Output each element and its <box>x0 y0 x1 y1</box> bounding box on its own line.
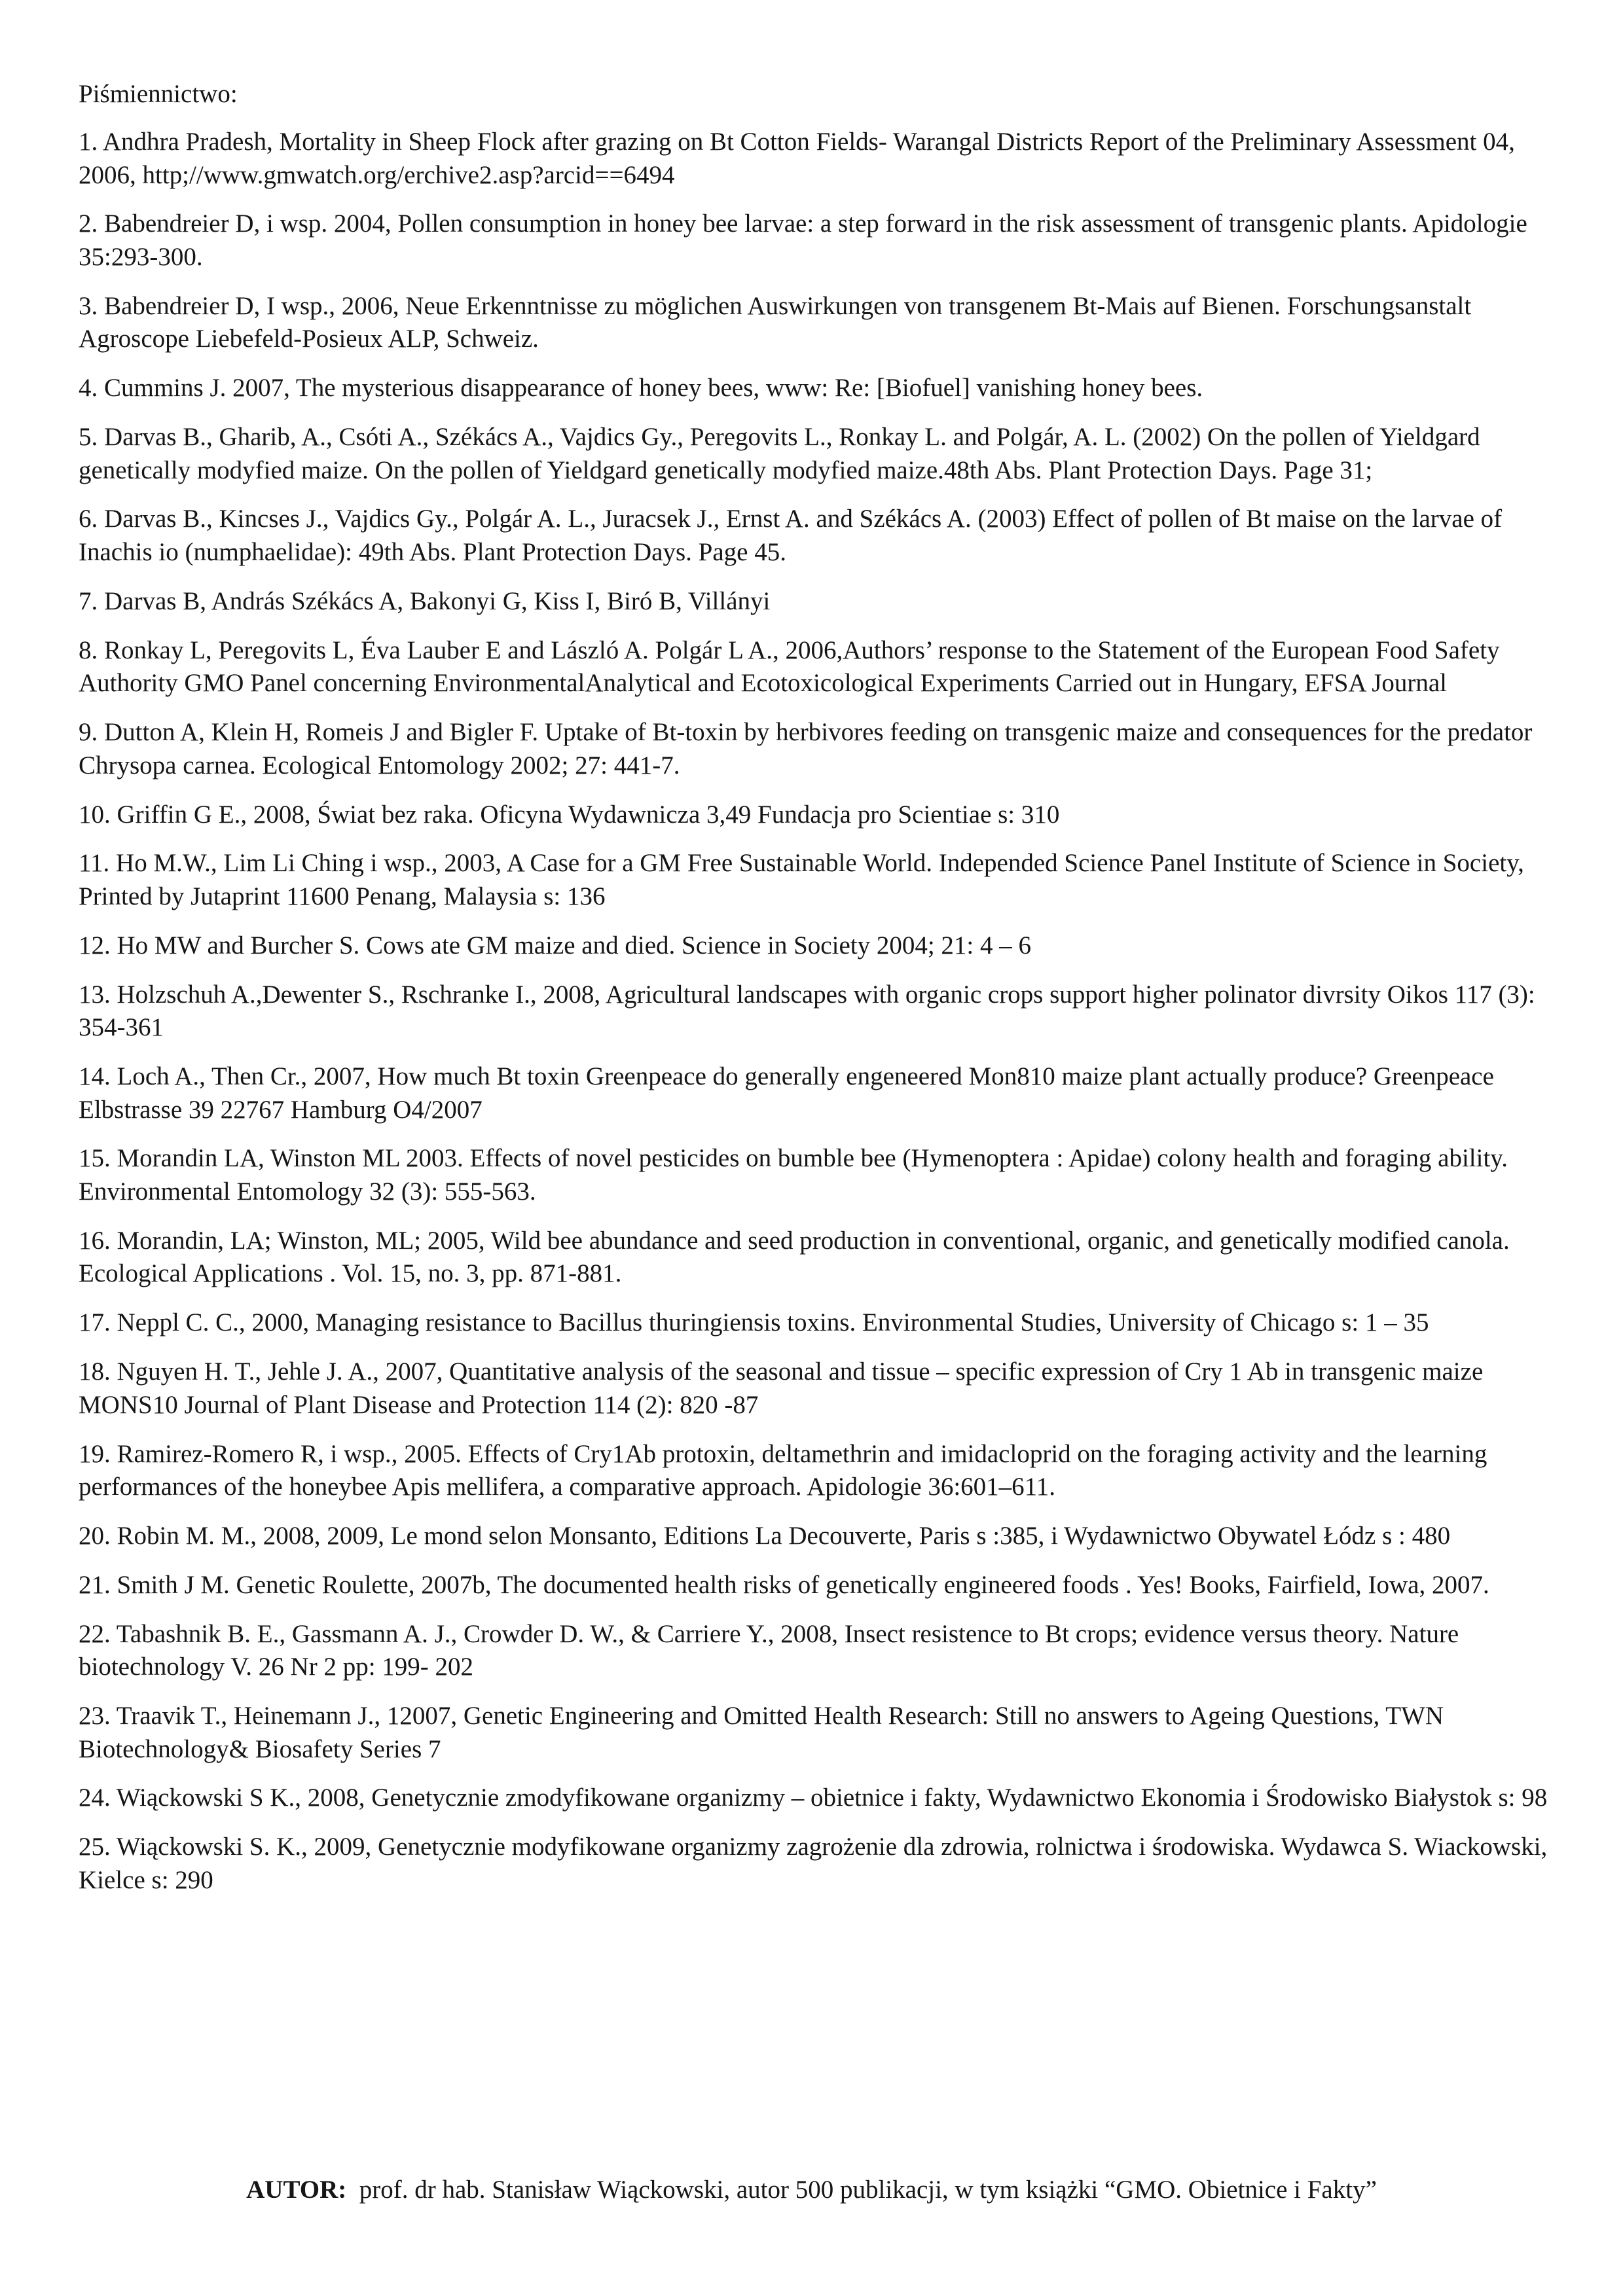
document-page <box>79 77 1552 1913</box>
reference-item: 14. Loch A., Then Cr., 2007, How much Bt toxin Greenpeace do generally engeneered Mon810 maize plant actually produce? Greenpeace Elbstrasse 39 22767 Hamburg O4/2007 <box>79 1062 1494 1124</box>
author-label: AUTOR: <box>246 2176 347 2204</box>
author-text: prof. dr hab. Stanisław Wiąckowski, autor 500 publikacji, w tym książki “GMO. Obietnice i Fakty” <box>359 2176 1377 2204</box>
section-heading: Piśmiennictwo: <box>79 80 238 108</box>
reference-item: 23. Traavik T., Heinemann J., 12007, Genetic Engineering and Omitted Health Research: Still no answers to Ageing Questions, TWN Biotechnology& Biosafety Series 7 <box>79 1702 1444 1763</box>
reference-list <box>79 126 1552 1897</box>
reference-item: 1. Andhra Pradesh, Mortality in Sheep Flock after grazing on Bt Cotton Fields- Warangal Districts Report of the Preliminary Assessment 04, 2006, http;//www.gmwatch.org/erchive2.asp?arcid==6494 <box>79 128 1515 189</box>
reference-item: 8. Ronkay L, Peregovits L, Éva Lauber E and László A. Polgár L A., 2006,Authors’ response to the Statement of the European Food Safety Authority GMO Panel concerning EnvironmentalAnalytical and Ecotoxicological Experiments Carried out in Hungary, EFSA Journal <box>79 636 1500 698</box>
reference-item: 12. Ho MW and Burcher S. Cows ate GM maize and died. Science in Society 2004; 21: 4 – 6 <box>79 931 1032 960</box>
reference-item: 20. Robin M. M., 2008, 2009, Le mond selon Monsanto, Editions La Decouverte, Paris s :385, i Wydawnictwo Obywatel Łódz s : 480 <box>79 1521 1451 1550</box>
reference-item: 17. Neppl C. C., 2000, Managing resistance to Bacillus thuringiensis toxins. Environmental Studies, University of Chicago s: 1 – 35 <box>79 1308 1429 1337</box>
reference-item: 15. Morandin LA, Winston ML 2003. Effects of novel pesticides on bumble bee (Hymenoptera : Apidae) colony health and foraging ability. Environmental Entomology 32 (3): 555-563. <box>79 1144 1508 1206</box>
reference-item: 5. Darvas B., Gharib, A., Csóti A., Székács A., Vajdics Gy., Peregovits L., Ronkay L. and Polgár, A. L. (2002) On the pollen of Yieldgard genetically modyfied maize. On the pollen of Yieldgard genetically modyfied maize.48th Abs. Plant Protection Days. Page 31; <box>79 423 1480 484</box>
reference-item: 24. Wiąckowski S K., 2008, Genetycznie zmodyfikowane organizmy – obietnice i fakty, Wydawnictwo Ekonomia i Środowisko Białystok s: 98 <box>79 1784 1548 1812</box>
reference-item: 10. Griffin G E., 2008, Świat bez raka. Oficyna Wydawnicza 3,49 Fundacja pro Scientiae s: 310 <box>79 800 1060 829</box>
reference-item: 9. Dutton A, Klein H, Romeis J and Bigler F. Uptake of Bt-toxin by herbivores feeding on transgenic maize and consequences for the predator Chrysopa carnea. Ecological Entomology 2002; 27: 441-7. <box>79 718 1533 780</box>
author-note <box>0 2173 1623 2207</box>
reference-item: 2. Babendreier D, i wsp. 2004, Pollen consumption in honey bee larvae: a step forward in the risk assessment of transgenic plants. Apidologie 35:293-300. <box>79 209 1527 271</box>
reference-item: 19. Ramirez-Romero R, i wsp., 2005. Effects of Cry1Ab protoxin, deltamethrin and imidacloprid on the foraging activity and the learning performances of the honeybee Apis mellifera, a comparative approach. Apidologie 36:601–611. <box>79 1439 1487 1501</box>
reference-item: 4. Cummins J. 2007, The mysterious disappearance of honey bees, www: Re: [Biofuel] vanishing honey bees. <box>79 374 1203 403</box>
reference-item: 3. Babendreier D, I wsp., 2006, Neue Erkenntnisse zu möglichen Auswirkungen von transgenem Bt-Mais auf Bienen. Forschungsanstalt Agroscope Liebefeld-Posieux ALP, Schweiz. <box>79 291 1472 353</box>
reference-item: 13. Holzschuh A.,Dewenter S., Rschranke I., 2008, Agricultural landscapes with organic crops support higher polinator divrsity Oikos 117 (3): 354-361 <box>79 980 1535 1042</box>
reference-item: 21. Smith J M. Genetic Roulette, 2007b, The documented health risks of genetically engineered foods . Yes! Books, Fairfield, Iowa, 2007. <box>79 1570 1489 1599</box>
reference-item: 16. Morandin, LA; Winston, ML; 2005, Wild bee abundance and seed production in conventional, organic, and genetically modified canola. Ecological Applications . Vol. 15, no. 3, pp. 871-881. <box>79 1226 1510 1288</box>
reference-item: 18. Nguyen H. T., Jehle J. A., 2007, Quantitative analysis of the seasonal and tissue – specific expression of Cry 1 Ab in transgenic maize MONS10 Journal of Plant Disease and Protection 114 (2): 820 -87 <box>79 1357 1484 1419</box>
reference-item: 6. Darvas B., Kincses J., Vajdics Gy., Polgár A. L., Juracsek J., Ernst A. and Székács A. (2003) Effect of pollen of Bt maise on the larvae of Inachis io (numphaelidae): 49th Abs. Plant Protection Days. Page 45. <box>79 505 1503 566</box>
reference-item: 22. Tabashnik B. E., Gassmann A. J., Crowder D. W., & Carriere Y., 2008, Insect resistence to Bt crops; evidence versus theory. Nature biotechnology V. 26 Nr 2 pp: 199- 202 <box>79 1619 1459 1681</box>
reference-item: 11. Ho M.W., Lim Li Ching i wsp., 2003, A Case for a GM Free Sustainable World. Independed Science Panel Institute of Science in Society, Printed by Jutaprint 11600 Penang, Malaysia s: 136 <box>79 849 1524 910</box>
reference-item: 25. Wiąckowski S. K., 2009, Genetycznie modyfikowane organizmy zagrożenie dla zdrowia, rolnictwa i środowiska. Wydawca S. Wiackowski, Kielce s: 290 <box>79 1833 1548 1894</box>
reference-item: 7. Darvas B, András Székács A, Bakonyi G, Kiss I, Biró B, Villányi <box>79 586 771 615</box>
